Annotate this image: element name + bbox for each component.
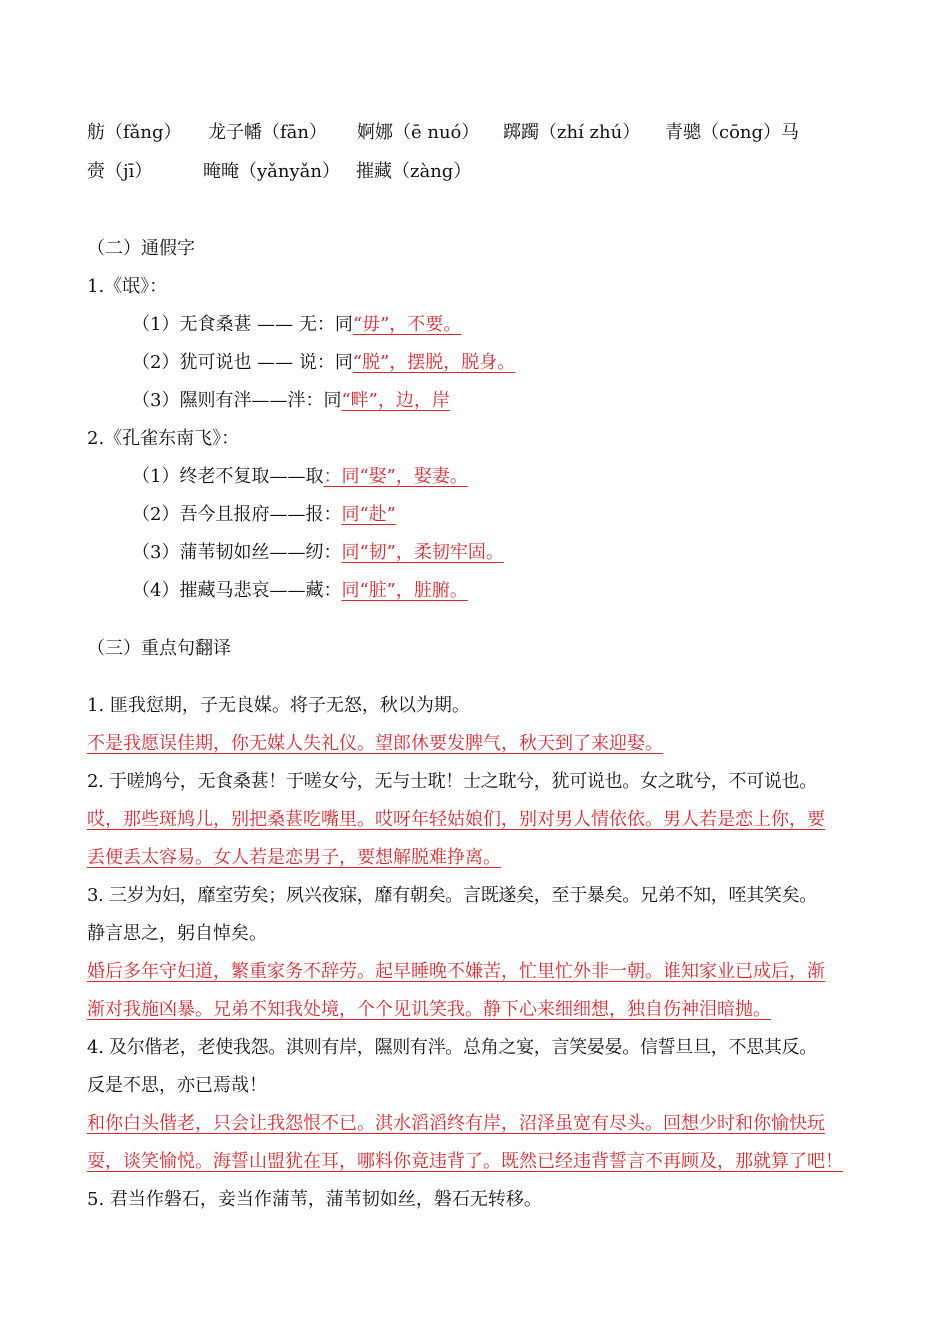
tongjia-answer: 同“韧”，柔韧牢固。 bbox=[341, 542, 504, 563]
sentence-translation: 耍，谈笑愉悦。海誓山盟犹在耳，哪料你竟违背了。既然已经违背誓言不再顾及，那就算了吧！ bbox=[87, 1151, 843, 1172]
sentence-translation: 渐对我施凶暴。兄弟不知我处境，个个见讥笑我。静下心来细细想，独自伤神泪暗抛。 bbox=[87, 999, 771, 1020]
sentence-original: 2. 于嗟鸠兮，无食桑葚！于嗟女兮，无与士耽！士之耽兮，犹可说也。女之耽兮，不可说也。 bbox=[87, 771, 817, 792]
pinyin-item: 晻晻（yǎnyǎn） bbox=[203, 161, 340, 182]
tongjia-item bbox=[132, 464, 468, 490]
group-heading: 1.《氓》： bbox=[87, 276, 168, 297]
sentence-original: 5. 君当作磐石，妾当作蒲苇，蒲苇韧如丝，磐石无转移。 bbox=[87, 1189, 542, 1210]
tongjia-item bbox=[132, 350, 515, 376]
tongjia-question: （4）摧藏马悲哀——藏： bbox=[132, 580, 342, 601]
pinyin-item: 赍（jī） bbox=[87, 161, 153, 182]
tongjia-answer: 同“赴” bbox=[341, 504, 396, 525]
sentence-translation: 不是我愿误佳期，你无媒人失礼仪。望郎休要发脾气，秋天到了来迎娶。 bbox=[87, 733, 663, 754]
tongjia-question: （3）隰则有泮——泮：同 bbox=[132, 390, 342, 411]
pinyin-item: 舫（fǎng） bbox=[87, 122, 182, 143]
sentence-translation: 婚后多年守妇道，繁重家务不辞劳。起早睡晚不嫌苦，忙里忙外非一朝。谁知家业已成后，渐 bbox=[87, 961, 825, 982]
tongjia-item bbox=[132, 578, 468, 604]
sentence-original: 3. 三岁为妇，靡室劳矣；夙兴夜寐，靡有朝矣。言既遂矣，至于暴矣。兄弟不知，咥其笑矣。 bbox=[87, 885, 817, 906]
sentence-original: 反是不思，亦已焉哉！ bbox=[87, 1075, 267, 1096]
tongjia-item bbox=[132, 502, 396, 528]
tongjia-question: （2）吾今且报府——报： bbox=[132, 504, 342, 525]
sentence-translation: 丢便丢太容易。女人若是恋男子，要想解脱难挣离。 bbox=[87, 847, 501, 868]
tongjia-answer: “畔”，边，岸 bbox=[341, 390, 450, 411]
tongjia-question: （2）犹可说也 —— 说：同 bbox=[132, 352, 353, 373]
pinyin-item: 踯躅（zhí zhú） bbox=[503, 122, 641, 143]
sentence-original: 1. 匪我愆期，子无良媒。将子无怒，秋以为期。 bbox=[87, 695, 470, 716]
pinyin-item: 青骢（cōng）马 bbox=[665, 122, 800, 143]
tongjia-question: （1）终老不复取——取 bbox=[132, 466, 324, 487]
sentence-translation: 哎，那些斑鸠儿，别把桑葚吃嘴里。哎呀年轻姑娘们，别对男人情依依。男人若是恋上你，要 bbox=[87, 809, 825, 830]
pinyin-item: 婀娜（ē nuó） bbox=[357, 122, 480, 143]
tongjia-question: （3）蒲苇韧如丝——纫： bbox=[132, 542, 342, 563]
tongjia-answer: “毋”，不要。 bbox=[352, 314, 462, 335]
section-heading: （二）通假字 bbox=[87, 238, 195, 259]
tongjia-item bbox=[132, 312, 461, 338]
tongjia-item bbox=[132, 540, 504, 566]
sentence-original: 静言思之，躬自悼矣。 bbox=[87, 923, 267, 944]
section-heading: （三）重点句翻译 bbox=[87, 638, 231, 659]
pinyin-item: 龙子幡（fān） bbox=[208, 122, 327, 143]
tongjia-answer: ：同“娶”，娶妻。 bbox=[323, 466, 468, 487]
sentence-translation: 和你白头偕老，只会让我怨恨不已。淇水滔滔终有岸，沼泽虽宽有尽头。回想少时和你愉快玩 bbox=[87, 1113, 825, 1134]
tongjia-answer: 同“脏”，脏腑。 bbox=[341, 580, 468, 601]
tongjia-question: （1）无食桑葚 —— 无：同 bbox=[132, 314, 353, 335]
tongjia-answer: “脱”，摆脱，脱身。 bbox=[352, 352, 516, 373]
group-heading: 2.《孔雀东南飞》： bbox=[87, 428, 240, 449]
pinyin-item: 摧藏（zàng） bbox=[356, 161, 472, 182]
sentence-original: 4. 及尔偕老，老使我怨。淇则有岸，隰则有泮。总角之宴，言笑晏晏。信誓旦旦，不思其反。 bbox=[87, 1037, 817, 1058]
tongjia-item bbox=[132, 388, 450, 414]
